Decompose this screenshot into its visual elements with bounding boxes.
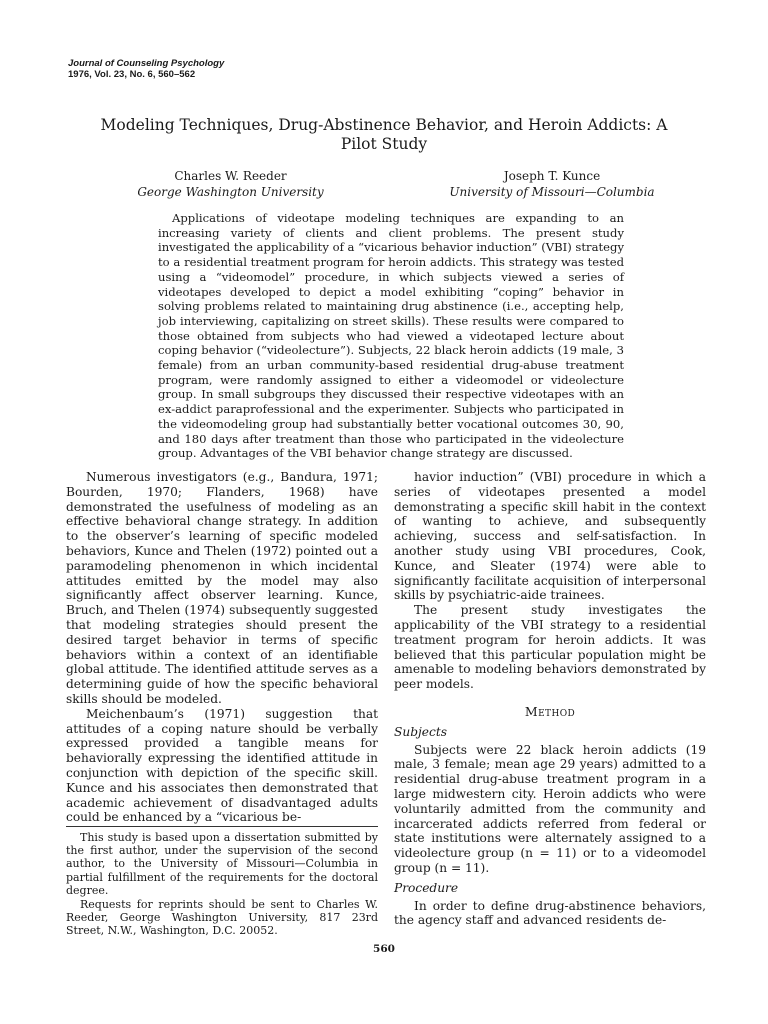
left-column: [66, 470, 378, 825]
footnote-block: [66, 826, 378, 939]
right-column: [394, 470, 706, 928]
body-paragraph: Meichenbaum’s (1971) suggestion that attitudes of a coping nature should be verbally expressed provided a tangible means for behaviorally expressing the identified attitude in conjunction with depiction of the specific skill. Kunce and his associates then demonstrated that academic achievement of disadvantaged adults could be enhanced by a “vicarious be-: [66, 706, 378, 825]
author-block-1: [118, 168, 343, 200]
subsection-heading-subjects: Subjects: [394, 724, 447, 739]
journal-name: Journal of Counseling Psychology: [68, 58, 225, 69]
author-affiliation: University of Missouri—Columbia: [449, 185, 655, 199]
footnote: This study is based upon a dissertation submitted by the first author, under the supervision of the second author, to the University of Missouri—Columbia in partial fulfillment of the requirements for the doctoral degree.: [66, 831, 378, 897]
article-title: Modeling Techniques, Drug-Abstinence Behavior, and Heroin Addicts: A Pilot Study: [100, 116, 668, 153]
abstract: Applications of videotape modeling techniques are expanding to an increasing variety of clients and client problems. The present study investigated the applicability of a “vicarious behavior induction” (VBI) strategy to a residential treatment program for heroin addicts. This strategy was tested using a “videomodel” procedure, in which subjects viewed a series of videotapes developed to depict a model exhibiting “coping” behavior in solving problems related to maintaining drug abstinence (i.e., accepting help, job interviewing, capitalizing on street skills). These results were compared to those obtained from subjects who had viewed a videotaped lecture about coping behavior (“videolecture”). Subjects, 22 black heroin addicts (19 male, 3 female) from an urban community-based residential drug-abuse treatment program, were randomly assigned to either a videomodel or videolecture group. In small subgroups they discussed their respective videotapes with an ex-addict paraprofessional and the experimenter. Subjects who participated in the videomodeling group had substantially better vocational outcomes 30, 90, and 180 days after treatment than those who participated in the videolecture group. Advantages of the VBI behavior change strategy are discussed.: [158, 211, 624, 461]
body-paragraph: Subjects were 22 black heroin addicts (19 male, 3 female; mean age 29 years) admitted to a residential drug-abuse treatment program in a large midwestern city. Heroin addicts who were voluntarily admitted from the community and incarcerated addicts referred from federal or state institutions were alternately assigned to a videolecture group (n = 11) or to a videomodel group (n = 11).: [394, 742, 706, 875]
body-paragraph: Numerous investigators (e.g., Bandura, 1971; Bourden, 1970; Flanders, 1968) have demonstrated the usefulness of modeling as an effective behavioral change strategy. In addition to the observer’s learning of specific modeled behaviors, Kunce and Thelen (1972) pointed out a paramodeling phenomenon in which incidental attitudes emitted by the model may also significantly affect observer learning. Kunce, Bruch, and Thelen (1974) subsequently suggested that modeling strategies should present the desired target behavior in terms of specific behaviors within a context of an identifiable global attitude. The identified attitude serves as a determining guide of how the specific behavioral skills should be modeled.: [66, 470, 378, 706]
author-name: Charles W. Reeder: [174, 169, 287, 183]
author-name: Joseph T. Kunce: [503, 169, 601, 183]
footnote: Requests for reprints should be sent to Charles W. Reeder, George Washington University, 817 23rd Street, N.W., Washington, D.C. 20052.: [66, 898, 378, 938]
body-paragraph: havior induction” (VBI) procedure in which a series of videotapes presented a model demonstrating a specific skill habit in the context of wanting to achieve, and subsequently achieving, success and self-satisfaction. In another study using VBI procedures, Cook, Kunce, and Sleater (1974) were able to significantly facilitate acquisition of interpersonal skills by psychiatric-aide trainees.: [394, 470, 706, 603]
journal-citation: 1976, Vol. 23, No. 6, 560–562: [68, 69, 196, 80]
section-heading-method: Method: [524, 703, 576, 719]
journal-header: [68, 58, 224, 80]
body-paragraph: The present study investigates the applicability of the VBI strategy to a residential treatment program for heroin addicts. It was believed that this particular population might be amenable to modeling behaviors demonstrated by peer models.: [394, 603, 706, 692]
author-affiliation: George Washington University: [137, 185, 324, 199]
page-number: 560: [373, 943, 395, 955]
body-paragraph: In order to define drug-abstinence behaviors, the agency staff and advanced residents de-: [394, 898, 706, 928]
author-block-2: [432, 168, 672, 200]
subsection-heading-procedure: Procedure: [394, 880, 459, 895]
